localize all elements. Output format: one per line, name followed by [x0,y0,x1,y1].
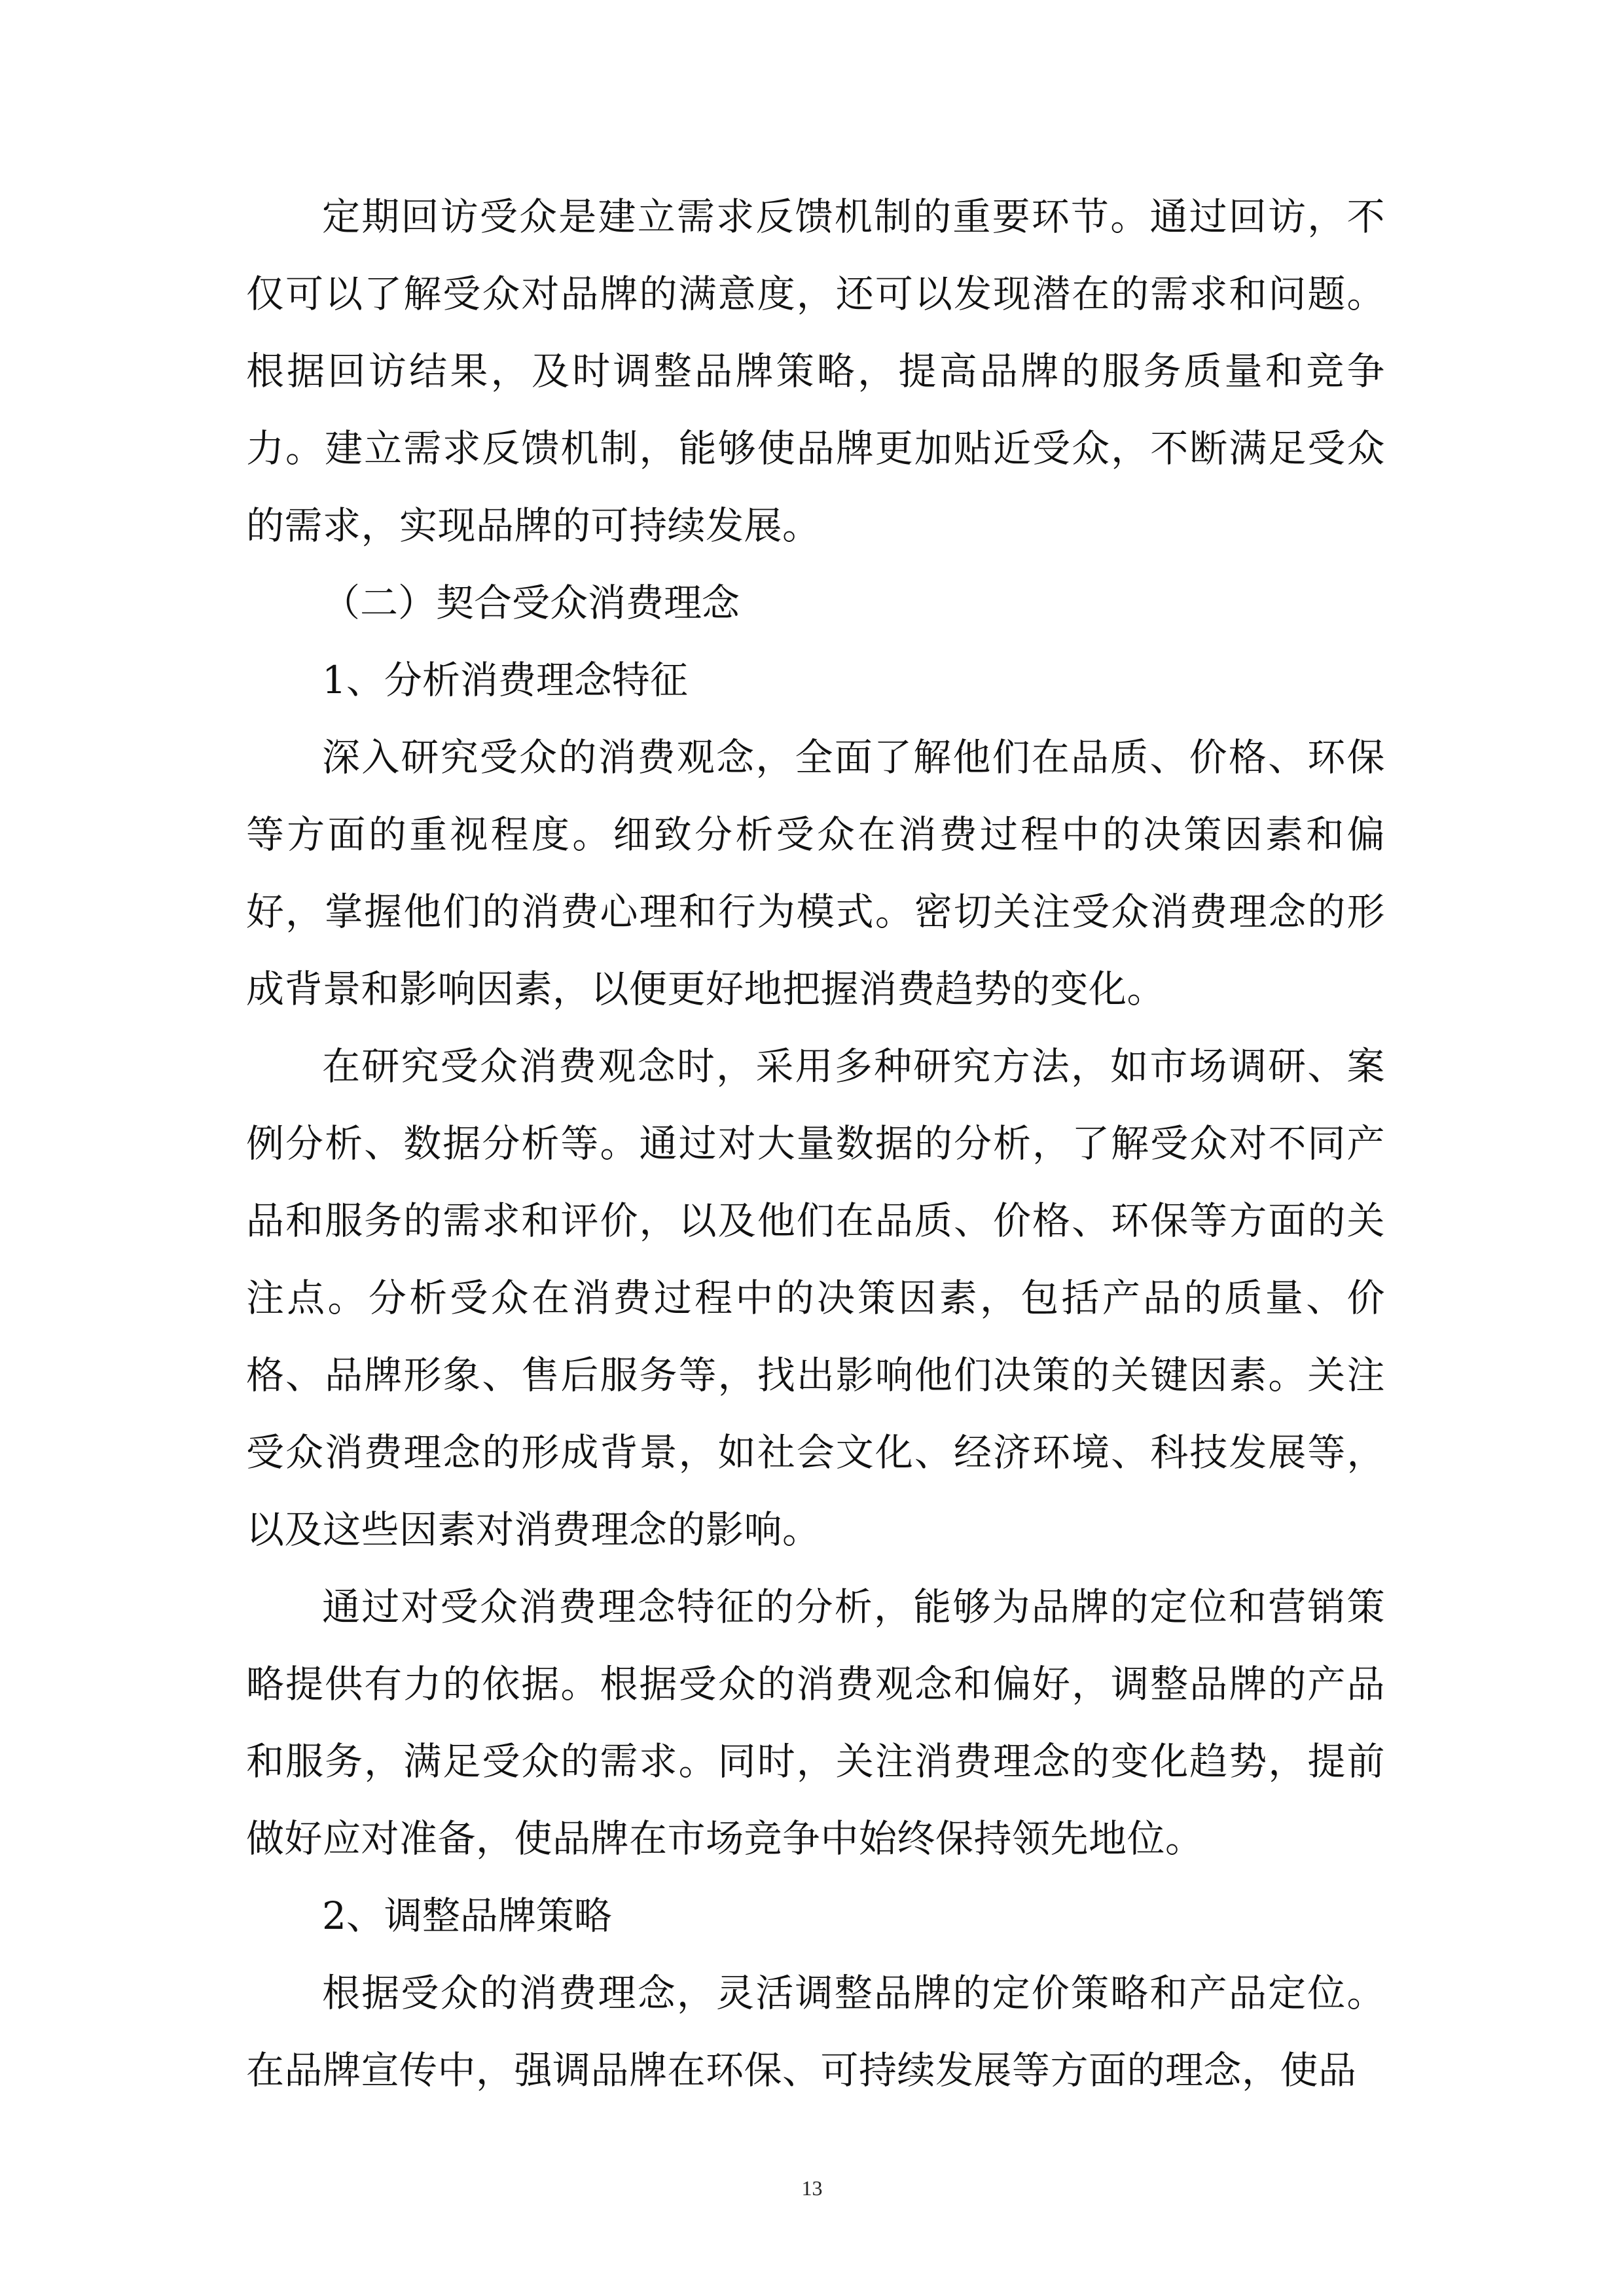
body-text [246,178,1385,2109]
paragraph-feedback-visits: 定期回访受众是建立需求反馈机制的重要环节。通过回访，不仅可以了解受众对品牌的满意度，还可以发现潜在的需求和问题。根据回访结果，及时调整品牌策略，提高品牌的服务质量和竞争力。建立需求反馈机制，能够使品牌更加贴近受众，不断满足受众的需求，实现品牌的可持续发展。 [246,194,1385,548]
paragraph-research-consumption-views: 深入研究受众的消费观念，全面了解他们在品质、价格、环保等方面的重视程度。细致分析受众在消费过程中的决策因素和偏好，掌握他们的消费心理和行为模式。密切关注受众消费理念的形成背景和影响因素，以便更好地把握消费趋势的变化。 [246,735,1385,1011]
subheading-adjust-brand-strategy: 2、调整品牌策略 [322,1893,612,1938]
page-number: 13 [801,2176,823,2200]
section-heading-consumption-concept: （二）契合受众消费理念 [322,581,740,625]
paragraph-adjust-pricing: 根据受众的消费理念，灵活调整品牌的定价策略和产品定位。在品牌宣传中，强调品牌在环保、可持续发展等方面的理念，使品 [246,1971,1385,2092]
paragraph-analysis-basis: 通过对受众消费理念特征的分析，能够为品牌的定位和营销策略提供有力的依据。根据受众的消费观念和偏好，调整品牌的产品和服务，满足受众的需求。同时，关注消费理念的变化趋势，提前做好应对准备，使品牌在市场竞争中始终保持领先地位。 [246,1585,1385,1861]
paragraph-research-methods: 在研究受众消费观念时，采用多种研究方法，如市场调研、案例分析、数据分析等。通过对大量数据的分析，了解受众对不同产品和服务的需求和评价，以及他们在品质、价格、环保等方面的关注点。分析受众在消费过程中的决策因素，包括产品的质量、价格、品牌形象、售后服务等，找出影响他们决策的关键因素。关注受众消费理念的形成背景，如社会文化、经济环境、科技发展等，以及这些因素对消费理念的影响。 [246,1044,1385,1552]
subheading-analyze-concept-features: 1、分析消费理念特征 [322,658,688,702]
